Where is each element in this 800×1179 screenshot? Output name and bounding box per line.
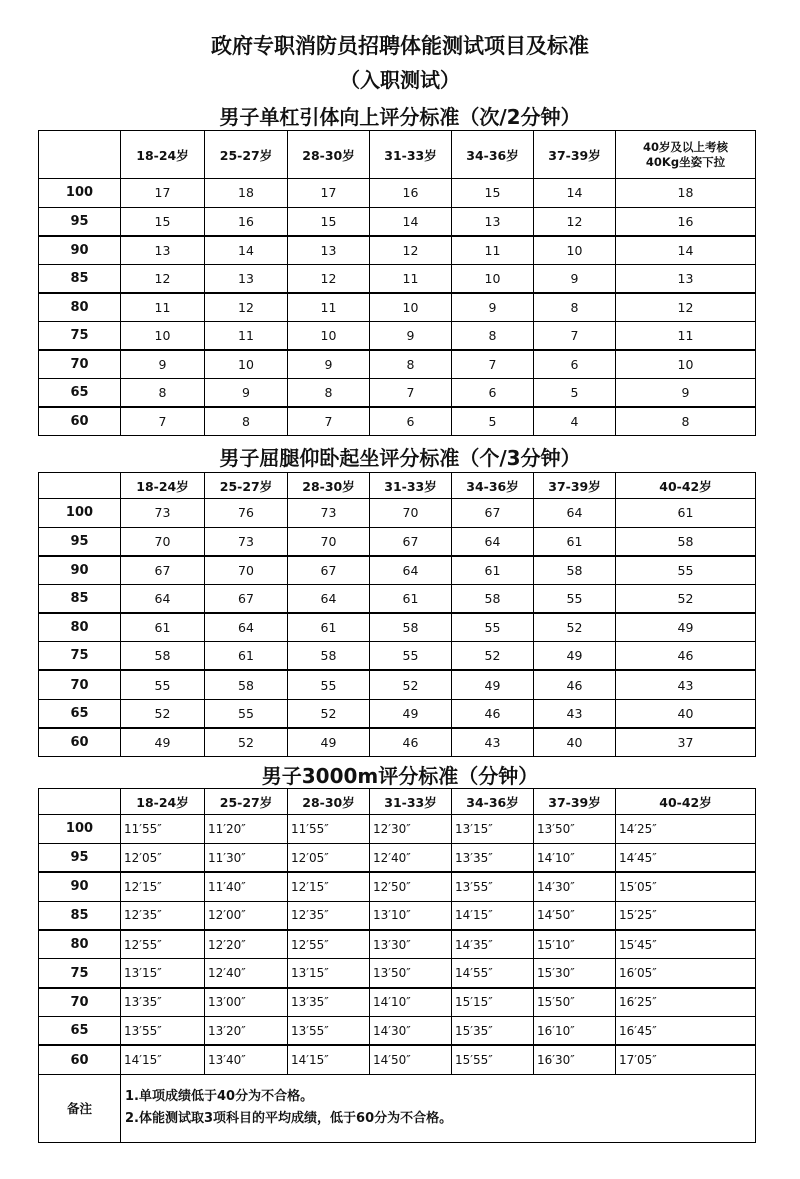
value-cell: 12′30″ (370, 815, 452, 844)
value-cell: 13′55″ (288, 1017, 370, 1046)
value-cell: 55 (205, 699, 288, 728)
value-cell: 64 (205, 613, 288, 642)
value-cell: 11 (205, 321, 288, 350)
value-cell: 37 (616, 728, 756, 757)
value-cell: 13′55″ (452, 872, 534, 901)
value-cell: 14′45″ (616, 843, 756, 872)
value-cell: 13′20″ (205, 1017, 288, 1046)
table-row (39, 350, 756, 379)
table-row (39, 901, 756, 930)
table-row (39, 642, 756, 671)
value-cell: 61 (452, 556, 534, 585)
value-cell: 55 (452, 613, 534, 642)
notes-line: 1.单项成绩低于40分为不合格。 (125, 1089, 314, 1105)
score-cell: 85 (39, 901, 121, 930)
value-cell: 13 (121, 236, 205, 265)
value-cell: 17 (288, 179, 370, 208)
value-cell: 10 (121, 321, 205, 350)
value-cell: 12 (205, 293, 288, 322)
table-row (39, 236, 756, 265)
value-cell: 40 (534, 728, 616, 757)
value-cell: 64 (370, 556, 452, 585)
value-cell: 13′50″ (534, 815, 616, 844)
value-cell: 61 (616, 499, 756, 528)
table-row (39, 556, 756, 585)
score-cell: 75 (39, 642, 121, 671)
value-cell: 13′10″ (370, 901, 452, 930)
value-cell: 67 (205, 585, 288, 614)
value-cell: 61 (534, 527, 616, 556)
value-cell: 9 (370, 321, 452, 350)
value-cell: 67 (121, 556, 205, 585)
score-cell: 85 (39, 585, 121, 614)
value-cell: 40 (616, 699, 756, 728)
table-row (39, 872, 756, 901)
value-cell: 13′50″ (370, 959, 452, 988)
score-cell: 75 (39, 959, 121, 988)
notes-text (121, 1074, 756, 1142)
score-cell: 95 (39, 527, 121, 556)
value-cell: 16 (205, 207, 288, 236)
value-cell: 18 (616, 179, 756, 208)
table-row (39, 670, 756, 699)
value-cell: 12′40″ (205, 959, 288, 988)
score-cell: 85 (39, 264, 121, 293)
table-header-row (39, 473, 756, 499)
value-cell: 13′00″ (205, 988, 288, 1017)
value-cell: 14′50″ (534, 901, 616, 930)
notes-row (39, 1074, 756, 1142)
value-cell: 12′15″ (121, 872, 205, 901)
value-cell: 13′35″ (121, 988, 205, 1017)
table-row (39, 843, 756, 872)
value-cell: 15 (452, 179, 534, 208)
value-cell: 49 (288, 728, 370, 757)
situp-score-table (38, 472, 756, 757)
value-cell: 55 (121, 670, 205, 699)
value-cell: 67 (452, 499, 534, 528)
value-cell: 8 (121, 379, 205, 408)
value-cell: 15′35″ (452, 1017, 534, 1046)
value-cell: 5 (534, 379, 616, 408)
value-cell: 46 (370, 728, 452, 757)
value-cell: 12′35″ (121, 901, 205, 930)
value-cell: 76 (205, 499, 288, 528)
value-cell: 9 (452, 293, 534, 322)
age-group-header: 25-27岁 (205, 789, 288, 815)
value-cell: 58 (288, 642, 370, 671)
value-cell: 12′40″ (370, 843, 452, 872)
age-group-header: 40-42岁 (616, 789, 756, 815)
value-cell: 9 (616, 379, 756, 408)
value-cell: 12′50″ (370, 872, 452, 901)
value-cell: 58 (534, 556, 616, 585)
value-cell: 73 (121, 499, 205, 528)
age-group-header: 25-27岁 (205, 131, 288, 179)
value-cell: 15′30″ (534, 959, 616, 988)
value-cell: 9 (121, 350, 205, 379)
value-cell: 14′15″ (452, 901, 534, 930)
value-cell: 13 (452, 207, 534, 236)
table-header-row (39, 789, 756, 815)
value-cell: 52 (288, 699, 370, 728)
table-row (39, 407, 756, 436)
value-cell: 12′55″ (121, 930, 205, 959)
header-corner-cell (39, 473, 121, 499)
score-cell: 100 (39, 499, 121, 528)
value-cell: 4 (534, 407, 616, 436)
value-cell: 13 (616, 264, 756, 293)
value-cell: 17 (121, 179, 205, 208)
document-title: 政府专职消防员招聘体能测试项目及标准 (211, 34, 589, 58)
value-cell: 11′20″ (205, 815, 288, 844)
value-cell: 49 (370, 699, 452, 728)
value-cell: 10 (288, 321, 370, 350)
value-cell: 15′05″ (616, 872, 756, 901)
value-cell: 8 (205, 407, 288, 436)
value-cell: 64 (121, 585, 205, 614)
age-group-header: 37-39岁 (534, 131, 616, 179)
value-cell: 61 (205, 642, 288, 671)
age-group-header: 31-33岁 (370, 789, 452, 815)
value-cell: 70 (205, 556, 288, 585)
value-cell: 10 (205, 350, 288, 379)
value-cell: 14′10″ (370, 988, 452, 1017)
value-cell: 10 (616, 350, 756, 379)
value-cell: 9 (534, 264, 616, 293)
value-cell: 7 (288, 407, 370, 436)
value-cell: 8 (452, 321, 534, 350)
value-cell: 52 (452, 642, 534, 671)
value-cell: 14′35″ (452, 930, 534, 959)
value-cell: 16′05″ (616, 959, 756, 988)
value-cell: 11 (288, 293, 370, 322)
value-cell: 11′40″ (205, 872, 288, 901)
value-cell: 61 (370, 585, 452, 614)
value-cell: 16 (616, 207, 756, 236)
value-cell: 14′30″ (370, 1017, 452, 1046)
value-cell: 7 (370, 379, 452, 408)
value-cell: 46 (452, 699, 534, 728)
value-cell: 61 (288, 613, 370, 642)
score-cell: 80 (39, 930, 121, 959)
value-cell: 43 (534, 699, 616, 728)
value-cell: 58 (452, 585, 534, 614)
value-cell: 15′25″ (616, 901, 756, 930)
value-cell: 49 (121, 728, 205, 757)
value-cell: 70 (370, 499, 452, 528)
value-cell: 16′25″ (616, 988, 756, 1017)
value-cell: 10 (534, 236, 616, 265)
value-cell: 52 (121, 699, 205, 728)
value-cell: 73 (288, 499, 370, 528)
table-row (39, 499, 756, 528)
value-cell: 13′40″ (205, 1045, 288, 1074)
value-cell: 12′35″ (288, 901, 370, 930)
value-cell: 14′15″ (288, 1045, 370, 1074)
value-cell: 8 (534, 293, 616, 322)
age-group-header: 37-39岁 (534, 789, 616, 815)
value-cell: 6 (370, 407, 452, 436)
value-cell: 13′15″ (121, 959, 205, 988)
table-row (39, 207, 756, 236)
value-cell: 11′55″ (288, 815, 370, 844)
age-group-header: 40-42岁 (616, 473, 756, 499)
value-cell: 14 (534, 179, 616, 208)
age-group-header: 28-30岁 (288, 131, 370, 179)
table-row (39, 728, 756, 757)
section-heading-pullup: 男子单杠引体向上评分标准（次/2分钟） (219, 105, 581, 129)
value-cell: 64 (288, 585, 370, 614)
value-cell: 70 (288, 527, 370, 556)
value-cell: 14′50″ (370, 1045, 452, 1074)
score-cell: 100 (39, 179, 121, 208)
value-cell: 12′20″ (205, 930, 288, 959)
age-group-header: 18-24岁 (121, 473, 205, 499)
value-cell: 16′45″ (616, 1017, 756, 1046)
value-cell: 46 (534, 670, 616, 699)
value-cell: 11′30″ (205, 843, 288, 872)
section-heading-situp: 男子屈腿仰卧起坐评分标准（个/3分钟） (219, 446, 581, 470)
value-cell: 52 (616, 585, 756, 614)
table-row (39, 264, 756, 293)
value-cell: 49 (452, 670, 534, 699)
value-cell: 64 (534, 499, 616, 528)
value-cell: 67 (288, 556, 370, 585)
header-corner-cell (39, 789, 121, 815)
value-cell: 5 (452, 407, 534, 436)
table-row (39, 1045, 756, 1074)
value-cell: 14′55″ (452, 959, 534, 988)
document-subtitle: （入职测试） (340, 68, 460, 92)
score-cell: 60 (39, 407, 121, 436)
value-cell: 55 (288, 670, 370, 699)
value-cell: 49 (616, 613, 756, 642)
value-cell: 9 (288, 350, 370, 379)
value-cell: 17′05″ (616, 1045, 756, 1074)
value-cell: 49 (534, 642, 616, 671)
value-cell: 58 (121, 642, 205, 671)
value-cell: 58 (616, 527, 756, 556)
value-cell: 15′15″ (452, 988, 534, 1017)
value-cell: 13 (205, 264, 288, 293)
age-group-header: 34-36岁 (452, 473, 534, 499)
table-row (39, 293, 756, 322)
value-cell: 58 (205, 670, 288, 699)
header-corner-cell (39, 131, 121, 179)
value-cell: 7 (534, 321, 616, 350)
value-cell: 13′35″ (452, 843, 534, 872)
value-cell: 9 (205, 379, 288, 408)
age-group-header: 28-30岁 (288, 789, 370, 815)
score-cell: 90 (39, 872, 121, 901)
value-cell: 7 (452, 350, 534, 379)
age-group-header: 25-27岁 (205, 473, 288, 499)
notes-line: 2.体能测试取3项科目的平均成绩，低于60分为不合格。 (125, 1111, 453, 1127)
value-cell: 43 (616, 670, 756, 699)
age-group-header: 37-39岁 (534, 473, 616, 499)
value-cell: 16′30″ (534, 1045, 616, 1074)
age-group-header: 31-33岁 (370, 473, 452, 499)
value-cell: 13 (288, 236, 370, 265)
value-cell: 11′55″ (121, 815, 205, 844)
value-cell: 14 (616, 236, 756, 265)
score-cell: 90 (39, 236, 121, 265)
value-cell: 12 (288, 264, 370, 293)
table-row (39, 988, 756, 1017)
value-cell: 15 (288, 207, 370, 236)
value-cell: 11 (370, 264, 452, 293)
table-row (39, 179, 756, 208)
value-cell: 52 (534, 613, 616, 642)
score-cell: 90 (39, 556, 121, 585)
table-row (39, 815, 756, 844)
score-cell: 95 (39, 843, 121, 872)
score-cell: 95 (39, 207, 121, 236)
value-cell: 13′30″ (370, 930, 452, 959)
notes-label: 备注 (39, 1074, 121, 1142)
section-heading-3000m: 男子3000m评分标准（分钟） (261, 764, 539, 788)
age-group-header: 18-24岁 (121, 131, 205, 179)
table-row (39, 1017, 756, 1046)
score-cell: 100 (39, 815, 121, 844)
value-cell: 8 (288, 379, 370, 408)
value-cell: 61 (121, 613, 205, 642)
score-cell: 60 (39, 728, 121, 757)
score-cell: 65 (39, 1017, 121, 1046)
value-cell: 12 (121, 264, 205, 293)
value-cell: 12 (534, 207, 616, 236)
value-cell: 55 (616, 556, 756, 585)
value-cell: 7 (121, 407, 205, 436)
value-cell: 73 (205, 527, 288, 556)
value-cell: 52 (205, 728, 288, 757)
value-cell: 55 (534, 585, 616, 614)
value-cell: 67 (370, 527, 452, 556)
value-cell: 13′15″ (452, 815, 534, 844)
score-cell: 80 (39, 613, 121, 642)
score-cell: 75 (39, 321, 121, 350)
value-cell: 13′55″ (121, 1017, 205, 1046)
value-cell: 6 (534, 350, 616, 379)
value-cell: 15′50″ (534, 988, 616, 1017)
value-cell: 58 (370, 613, 452, 642)
value-cell: 10 (370, 293, 452, 322)
value-cell: 13′15″ (288, 959, 370, 988)
table-row (39, 527, 756, 556)
value-cell: 70 (121, 527, 205, 556)
value-cell: 55 (370, 642, 452, 671)
value-cell: 12′55″ (288, 930, 370, 959)
value-cell: 11 (452, 236, 534, 265)
age-group-header: 31-33岁 (370, 131, 452, 179)
value-cell: 6 (452, 379, 534, 408)
value-cell: 8 (616, 407, 756, 436)
score-cell: 65 (39, 379, 121, 408)
age-group-header: 28-30岁 (288, 473, 370, 499)
score-cell: 65 (39, 699, 121, 728)
value-cell: 14 (370, 207, 452, 236)
age-group-header: 40岁及以上考核 40Kg坐姿下拉 (616, 131, 756, 179)
run-3000m-score-table (38, 788, 756, 1143)
value-cell: 15′55″ (452, 1045, 534, 1074)
value-cell: 12 (616, 293, 756, 322)
value-cell: 18 (205, 179, 288, 208)
value-cell: 52 (370, 670, 452, 699)
value-cell: 15 (121, 207, 205, 236)
value-cell: 11 (616, 321, 756, 350)
value-cell: 64 (452, 527, 534, 556)
table-row (39, 321, 756, 350)
table-row (39, 613, 756, 642)
age-group-header: 18-24岁 (121, 789, 205, 815)
score-cell: 80 (39, 293, 121, 322)
value-cell: 12′15″ (288, 872, 370, 901)
value-cell: 43 (452, 728, 534, 757)
table-row (39, 930, 756, 959)
table-row (39, 699, 756, 728)
value-cell: 14′10″ (534, 843, 616, 872)
value-cell: 11 (121, 293, 205, 322)
value-cell: 15′45″ (616, 930, 756, 959)
value-cell: 8 (370, 350, 452, 379)
value-cell: 46 (616, 642, 756, 671)
score-cell: 70 (39, 350, 121, 379)
table-row (39, 959, 756, 988)
value-cell: 14′30″ (534, 872, 616, 901)
table-row (39, 585, 756, 614)
score-cell: 60 (39, 1045, 121, 1074)
value-cell: 15′10″ (534, 930, 616, 959)
value-cell: 12 (370, 236, 452, 265)
value-cell: 12′05″ (288, 843, 370, 872)
value-cell: 14 (205, 236, 288, 265)
table-header-row (39, 131, 756, 179)
value-cell: 14′25″ (616, 815, 756, 844)
value-cell: 12′00″ (205, 901, 288, 930)
value-cell: 16 (370, 179, 452, 208)
value-cell: 10 (452, 264, 534, 293)
age-group-header: 34-36岁 (452, 131, 534, 179)
table-row (39, 379, 756, 408)
score-cell: 70 (39, 988, 121, 1017)
age-group-header: 34-36岁 (452, 789, 534, 815)
value-cell: 13′35″ (288, 988, 370, 1017)
value-cell: 12′05″ (121, 843, 205, 872)
value-cell: 14′15″ (121, 1045, 205, 1074)
value-cell: 16′10″ (534, 1017, 616, 1046)
score-cell: 70 (39, 670, 121, 699)
pullup-score-table (38, 130, 756, 436)
